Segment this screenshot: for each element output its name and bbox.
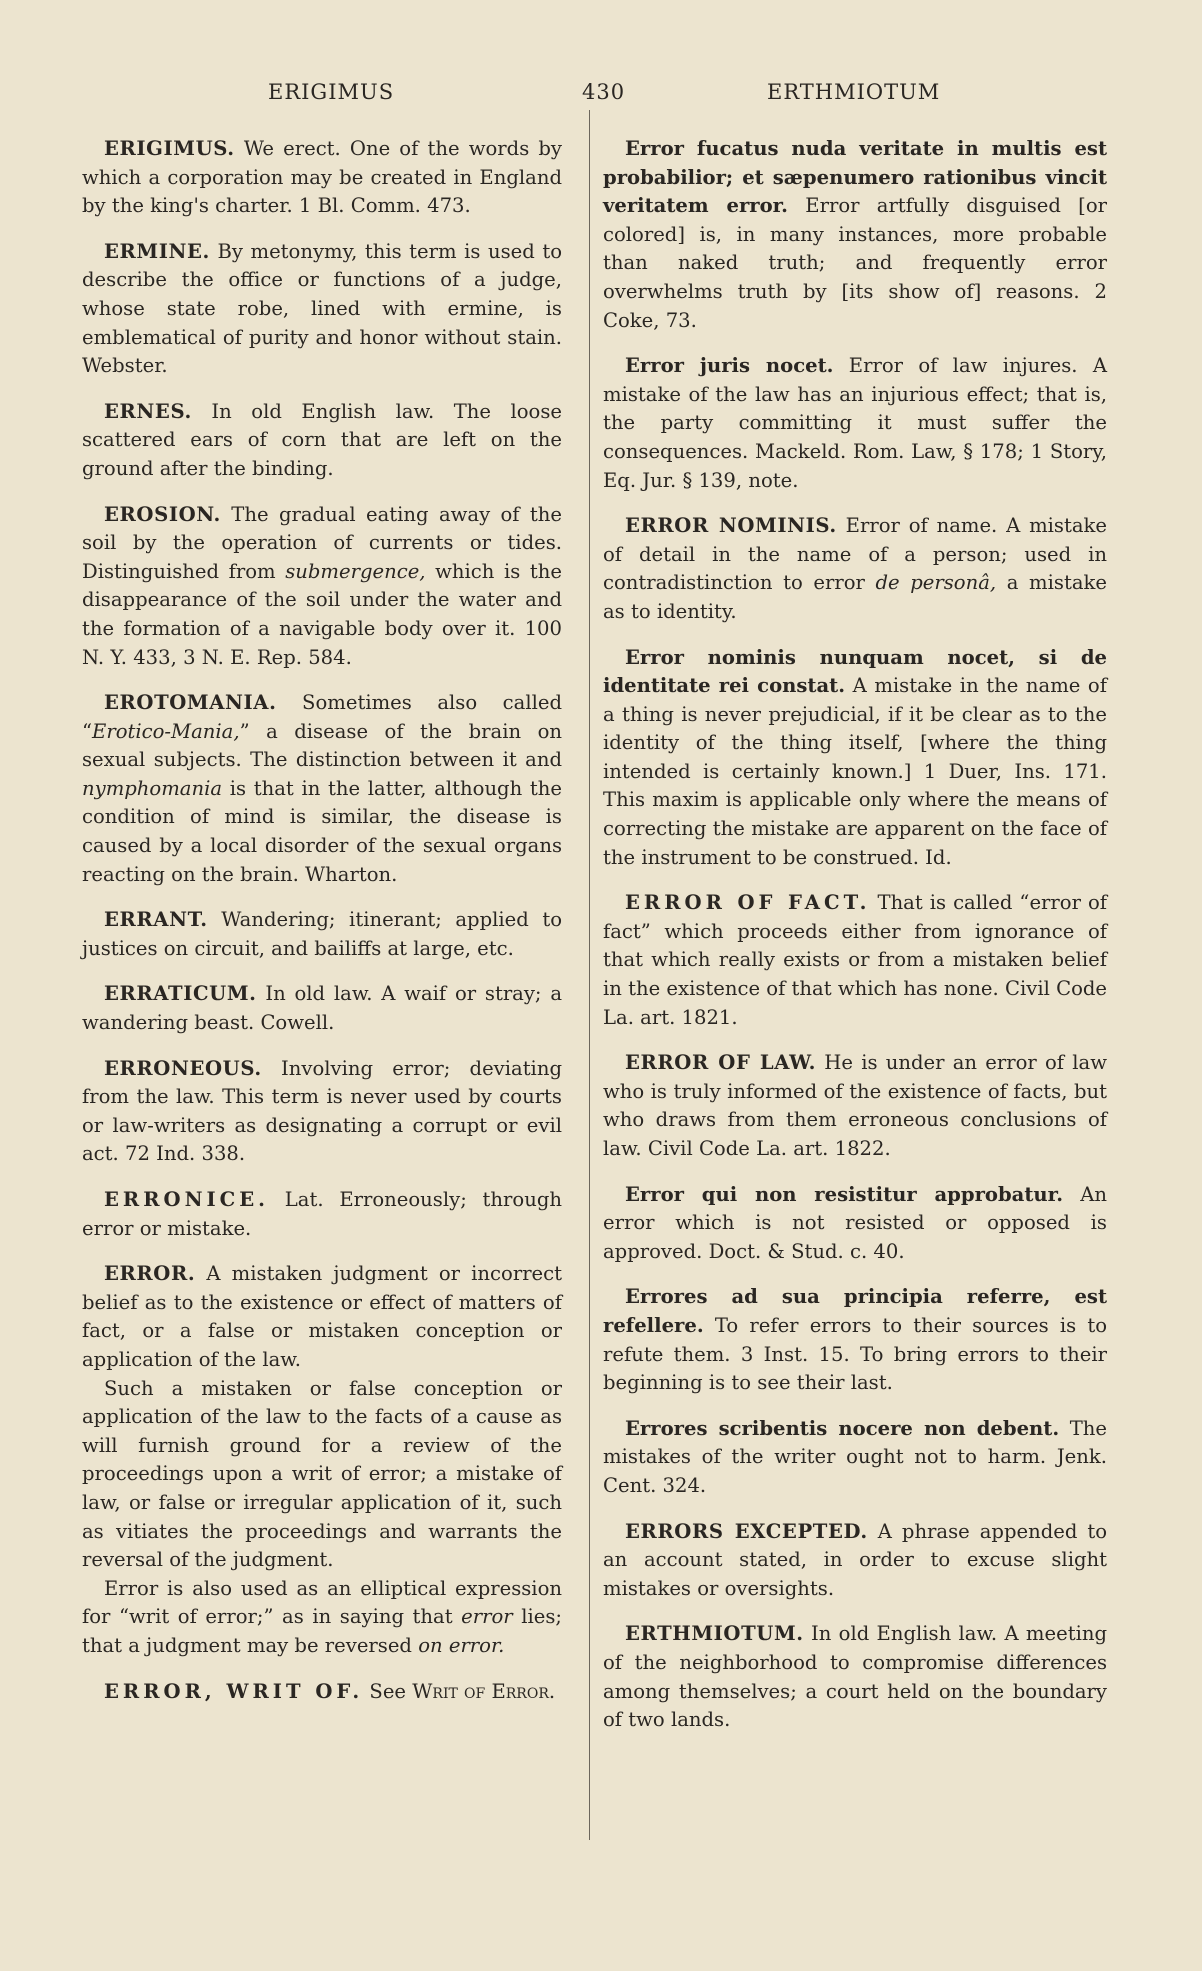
maxim: Error nominis nunquam nocet, si de identitate rei constat. xyxy=(603,645,1107,698)
maxim: Errores ad sua principia referre, est refellere. xyxy=(603,1285,1107,1337)
headword: ERMINE. xyxy=(104,239,210,263)
entry-error-writ-of xyxy=(82,1678,562,1707)
page-number: 430 xyxy=(582,80,626,104)
definition: Sometimes also called “ xyxy=(82,691,562,743)
headword: ERRORS EXCEPTED. xyxy=(625,1519,868,1543)
definition-italic: Erotico-Mania, xyxy=(92,719,240,743)
maxim: Errores scribentis nocere non debent. xyxy=(625,1416,1060,1440)
entry-errors-excepted xyxy=(603,1518,1107,1604)
definition: is that in the latter, although the condition of mind is similar, the disease is caused by a local disorder of the sexual organs reacting on the brain. Wharton. xyxy=(82,776,562,886)
headword: ERROR. xyxy=(104,1262,196,1286)
entry-error-juris-nocet xyxy=(603,352,1107,495)
headword: ERRONEOUS. xyxy=(104,1056,262,1080)
headword: ERROR, WRIT OF. xyxy=(104,1679,364,1703)
definition: lies; that a judgment may be reversed xyxy=(82,1605,562,1657)
page-header xyxy=(90,80,1112,114)
definition: To refer errors to their sources is to refute them. 3 Inst. 15. To bring errors to their beginning is to see their last. xyxy=(603,1313,1107,1395)
definition: By metonymy, this term is used to describe the office or functions of a judge, whose state robe, lined with ermine, is emblematical of purity and honor without stain. Webster. xyxy=(82,239,562,378)
definition: A phrase appended to an account stated, in order to excuse slight mistakes or oversights. xyxy=(603,1519,1108,1600)
definition: Error of law injures. A mistake of the law has an injurious effect; that is, the party committing it must suffer the consequences. Mackeld. Rom. Law, § 178; 1 Story, Eq. Jur. § 139, note. xyxy=(603,354,1107,492)
definition: Error is also used as an elliptical expression for “writ of error;” as in saying that xyxy=(82,1576,562,1629)
definition: Involving error; deviating from the law. This term is never used by courts or law-writers as designating a corrupt or evil act. 72 Ind. 338. xyxy=(82,1056,562,1166)
entry-error-fucatus xyxy=(603,135,1107,335)
entry-erigimus xyxy=(82,135,562,221)
definition: That is called “error of fact” which proceeds either from ignorance of that which really exists or from a mistaken belief in the existence of that which has none. Civil Code La. art. 1821. xyxy=(603,891,1108,1029)
maxim: Error qui non resistitur approbatur. xyxy=(625,1182,1064,1206)
header-first-term: ERIGIMUS xyxy=(268,80,395,104)
definition: We erect. One of the words by which a corporation may be created in England by the king's charter. 1 Bl. Comm. 473. xyxy=(82,137,562,218)
definition: which is the disappearance of the soil under the water and the formation of a navigable body over it. 100 N. Y. 433, 3 N. E. Rep. 584. xyxy=(82,559,562,669)
headword: ERROR NOMINIS. xyxy=(625,514,837,538)
definition: In old English law. A meeting of the neighborhood to compromise differences among themselves; a court held on the boundary of two lands. xyxy=(603,1622,1107,1732)
maxim: Error fucatus nuda veritate in multis est probabilior; et sæpenumero rationibus vincit veritatem error. xyxy=(603,137,1107,218)
entry-error-of-fact xyxy=(603,889,1107,1032)
entry-erroneous xyxy=(82,1055,562,1169)
entry-erotomania xyxy=(82,689,562,889)
definition: Wandering; itinerant; applied to justices on circuit, and bailiffs at large, etc. xyxy=(82,908,562,960)
definition: In old English law. The loose scattered ears of corn that are left on the ground after the binding. xyxy=(82,399,562,480)
definition: He is under an error of law who is truly informed of the existence of facts, but who draws from them erroneous conclusions of law. Civil Code La. art. 1822. xyxy=(603,1051,1107,1160)
headword: ERNES. xyxy=(104,399,192,423)
entry-ermine xyxy=(82,238,562,381)
entry-erosion xyxy=(82,501,562,673)
entry-errant xyxy=(82,906,562,963)
definition: Error of name. A mistake of detail in the name of a person; used in contradistinction to error xyxy=(603,514,1107,595)
definition: a mistake as to identity. xyxy=(603,571,1107,623)
maxim: Error juris nocet. xyxy=(625,354,834,378)
headword: EROTOMANIA. xyxy=(104,691,277,715)
headword: ERROR OF FACT. xyxy=(625,891,871,915)
definition: Error artfully disguised [or colored] is, in many instances, more probable than naked truth; and frequently error overwhelms truth by [its show of] reasons. 2 Coke, 73. xyxy=(603,194,1107,332)
definition: An error which is not resisted or opposed is approved. Doct. & Stud. c. 40. xyxy=(603,1182,1107,1263)
entry-error xyxy=(82,1260,562,1660)
cross-reference: Writ of Error. xyxy=(412,1679,556,1703)
entry-error-qui-non xyxy=(603,1181,1107,1267)
headword: ERIGIMUS. xyxy=(104,137,235,160)
definition-paragraph: Such a mistaken or false conception or application of the law to the facts of a cause as will furnish ground for a review of the proceedings upon a writ of error; a mistake of law, or false or irregular application of it, such as vitiates the proceedings and warrants the reversal of the judgment. xyxy=(82,1376,562,1572)
definition: A mistaken judgment or incorrect belief as to the existence or effect of matters of fact, or a false or mistaken conception or application of the law. xyxy=(82,1262,562,1371)
entry-error-of-law xyxy=(603,1049,1107,1163)
definition: ” a disease of the brain on sexual subjects. The distinction between it and xyxy=(82,719,562,772)
entry-errores-ad-sua xyxy=(603,1283,1107,1397)
entry-ernes xyxy=(82,398,562,484)
definition: In old law. A waif or stray; a wandering beast. Cowell. xyxy=(82,982,562,1035)
column-divider xyxy=(589,110,590,1840)
entry-errores-scribentis xyxy=(603,1415,1107,1501)
definition-italic: de personâ, xyxy=(875,571,997,595)
entry-erraticum xyxy=(82,980,562,1037)
headword: ERROR OF LAW. xyxy=(625,1051,817,1075)
definition-italic: error xyxy=(461,1605,513,1629)
header-last-term: ERTHMIOTUM xyxy=(767,80,941,104)
headword: ERRATICUM. xyxy=(104,982,257,1006)
left-column xyxy=(82,135,562,1723)
definition: The mistakes of the writer ought not to harm. Jenk. Cent. 324. xyxy=(603,1416,1107,1497)
headword: ERTHMIOTUM. xyxy=(625,1622,804,1646)
right-column xyxy=(603,135,1107,1752)
definition-italic: nymphomania xyxy=(82,776,223,800)
definition-italic: on error. xyxy=(418,1633,505,1657)
entry-erthmiotum xyxy=(603,1620,1107,1734)
definition: The gradual eating away of the soil by the operation of currents or tides. Distinguished from xyxy=(82,502,562,583)
entry-erronice xyxy=(82,1186,562,1243)
definition-italic: submergence, xyxy=(285,559,426,583)
definition: Lat. Erroneously; through error or mistake. xyxy=(82,1188,562,1240)
definition: A mistake in the name of a thing is never prejudicial, if it be clear as to the identity of the thing itself, [where the thing intended is certainly known.] 1 Duer, Ins. 171. This maxim is applicable only where the means of correcting the mistake are apparent on the face of the instrument to be construed. Id. xyxy=(603,674,1107,869)
headword: ERRANT. xyxy=(104,908,208,932)
entry-error-nominis-nunquam xyxy=(603,644,1107,873)
headword: ERRONICE. xyxy=(104,1188,269,1211)
headword: EROSION. xyxy=(104,502,221,526)
definition: See xyxy=(363,1679,413,1703)
entry-error-nominis xyxy=(603,512,1107,626)
